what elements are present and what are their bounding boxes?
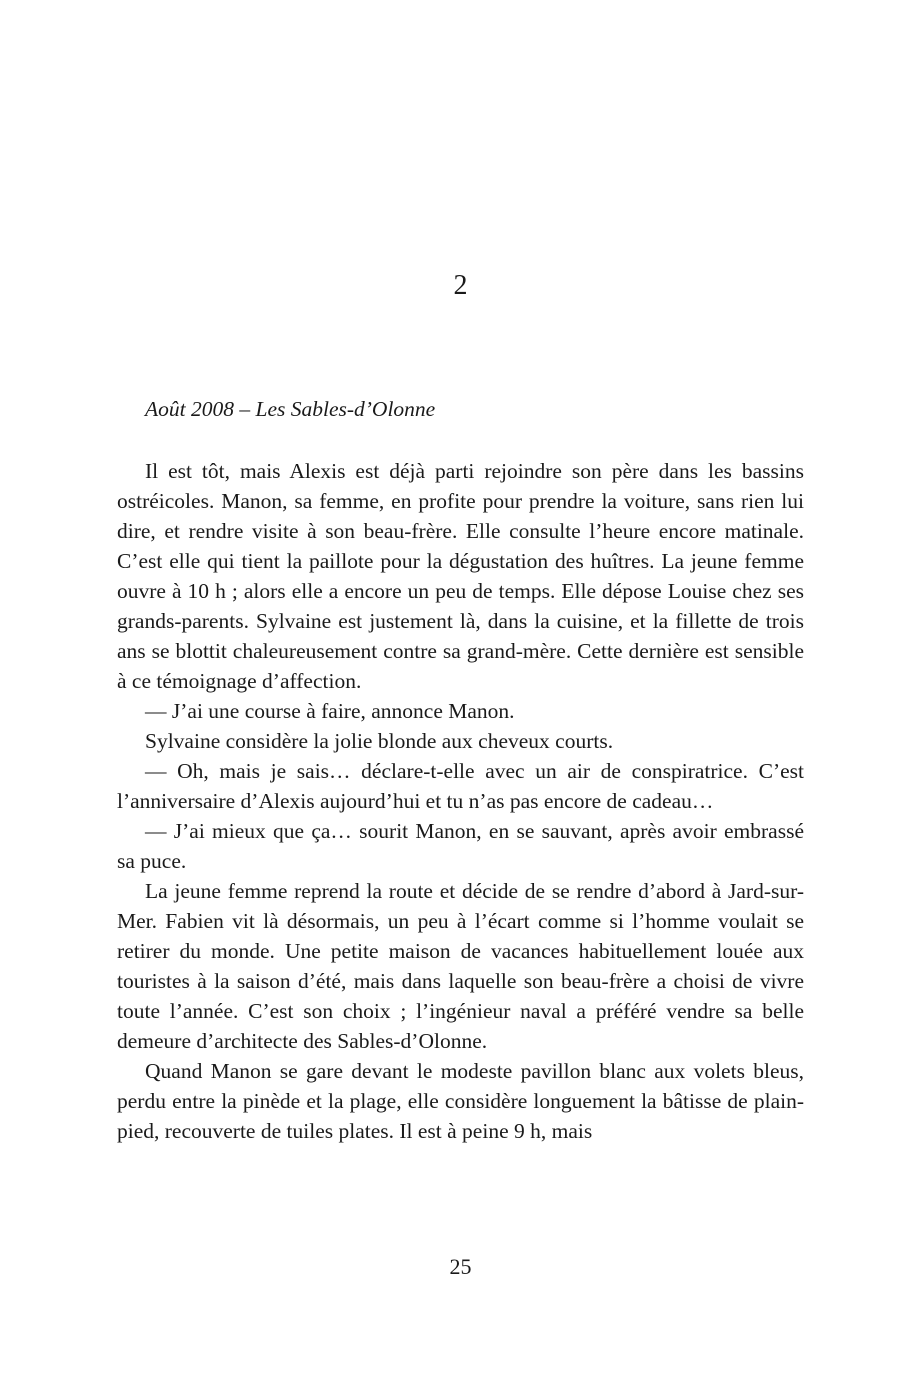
paragraph: — J’ai une course à faire, annonce Manon. [145,699,515,723]
section-heading: Août 2008 – Les Sables-d’Olonne [145,397,436,421]
body-text [117,394,804,1146]
paragraph: — Oh, mais je sais… déclare-t-elle avec un air de conspiratrice. C’est l’anniversaire d’Alexis aujourd’hui et tu n’as pas encore de cadeau… [117,759,804,813]
paragraph: Sylvaine considère la jolie blonde aux cheveux courts. [145,729,614,753]
chapter-number: 2 [453,270,468,301]
paragraph: Il est tôt, mais Alexis est déjà parti rejoindre son père dans les bassins ostréicoles. Manon, sa femme, en profite pour prendre la voiture, sans rien lui dire, et rendre visite à son beau-frère. Elle consulte l’heure encore matinale. C’est elle qui tient la paillote pour la dégustation des huîtres. La jeune femme ouvre à 10 h ; alors elle a encore un peu de temps. Elle dépose Louise chez ses grands-parents. Sylvaine est justement là, dans la cuisine, et la fillette de trois ans se blottit chaleureusement contre sa grand-mère. Cette dernière est sensible à ce témoignage d’affection. [117,459,804,693]
paragraph: Quand Manon se gare devant le modeste pavillon blanc aux volets bleus, perdu entre la pinède et la plage, elle considère longuement la bâtisse de plain-pied, recouverte de tuiles plates. Il est à peine 9 h, mais [117,1059,804,1143]
paragraph: La jeune femme reprend la route et décide de se rendre d’abord à Jard-sur-Mer. Fabien vit là désormais, un peu à l’écart comme si l’homme voulait se retirer du monde. Une petite maison de vacances habituellement louée aux touristes à la saison d’été, mais dans laquelle son beau-frère a choisi de vivre toute l’année. C’est son choix ; l’ingénieur naval a préféré vendre sa belle demeure d’architecte des Sables-d’Olonne. [117,879,804,1053]
paragraph: — J’ai mieux que ça… sourit Manon, en se sauvant, après avoir embrassé sa puce. [117,819,804,873]
page-number: 25 [449,1254,472,1279]
